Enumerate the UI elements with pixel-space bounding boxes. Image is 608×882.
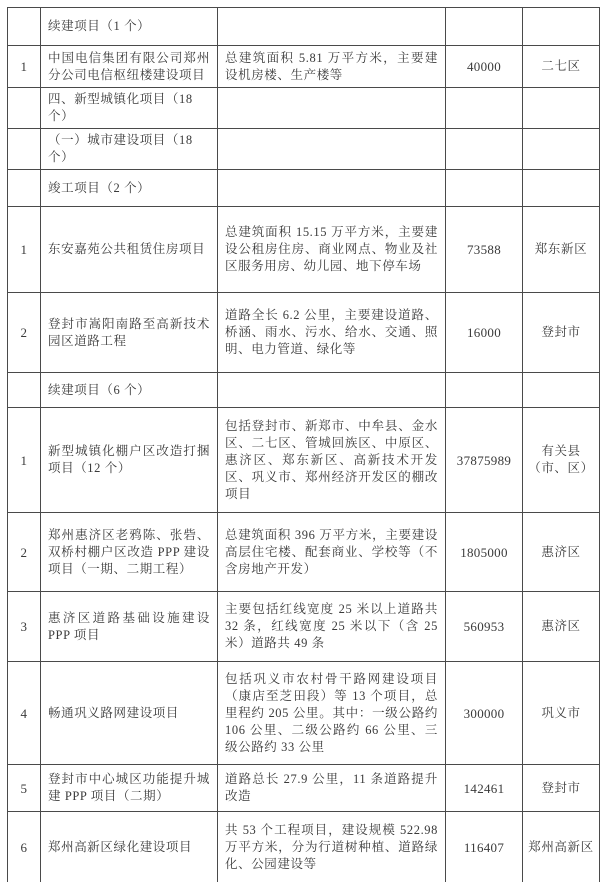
location-cell: 郑州高新区: [523, 812, 600, 882]
row-number-cell: 1: [8, 46, 41, 88]
location-cell: 有关县（市、区）: [523, 408, 600, 513]
location-cell: 登封市: [523, 765, 600, 812]
section-label-cell: （一）城市建设项目（18 个）: [41, 129, 218, 170]
project-desc-cell: 总建筑面积 5.81 万平方米，主要建设机房楼、生产楼等: [218, 46, 446, 88]
table-row: [8, 46, 600, 88]
project-name-cell: 中国电信集团有限公司郑州分公司电信枢纽楼建设项目: [41, 46, 218, 88]
section-label-cell: 续建项目（1 个）: [41, 8, 218, 46]
location-cell: 惠济区: [523, 592, 600, 662]
project-desc-cell: [218, 373, 446, 408]
amount-cell: 300000: [446, 662, 523, 765]
amount-cell: [446, 8, 523, 46]
project-desc-cell: 总建筑面积 396 万平方米，主要建设高层住宅楼、配套商业、学校等（不含房地产开发）: [218, 513, 446, 592]
location-cell: [523, 8, 600, 46]
amount-cell: 116407: [446, 812, 523, 882]
row-number-cell: [8, 373, 41, 408]
table-row: [8, 513, 600, 592]
project-desc-cell: 共 53 个工程项目，建设规模 522.98 万平方米，分为行道树种植、道路绿化、公园建设等: [218, 812, 446, 882]
amount-cell: 1805000: [446, 513, 523, 592]
project-name-cell: 惠济区道路基础设施建设 PPP 项目: [41, 592, 218, 662]
location-cell: 二七区: [523, 46, 600, 88]
project-desc-cell: [218, 170, 446, 207]
row-number-cell: 1: [8, 207, 41, 293]
location-cell: [523, 129, 600, 170]
project-desc-cell: 包括登封市、新郑市、中牟县、金水区、二七区、管城回族区、中原区、惠济区、郑东新区、高新技术开发区、巩义市、郑州经济开发区的棚改项目: [218, 408, 446, 513]
amount-cell: 560953: [446, 592, 523, 662]
amount-cell: [446, 170, 523, 207]
row-number-cell: [8, 8, 41, 46]
amount-cell: 142461: [446, 765, 523, 812]
project-name-cell: 郑州高新区绿化建设项目: [41, 812, 218, 882]
row-number-cell: [8, 129, 41, 170]
project-desc-cell: 道路总长 27.9 公里，11 条道路提升改造: [218, 765, 446, 812]
row-number-cell: 4: [8, 662, 41, 765]
table-row: [8, 170, 600, 207]
table-row: [8, 408, 600, 513]
amount-cell: 16000: [446, 293, 523, 373]
table-row: [8, 88, 600, 129]
projects-table: [7, 7, 600, 882]
section-label-cell: 四、新型城镇化项目（18 个）: [41, 88, 218, 129]
table-row: [8, 8, 600, 46]
row-number-cell: 3: [8, 592, 41, 662]
location-cell: 郑东新区: [523, 207, 600, 293]
project-desc-cell: [218, 8, 446, 46]
project-desc-cell: 总建筑面积 15.15 万平方米，主要建设公租房住房、商业网点、物业及社区服务用房、幼儿园、地下停车场: [218, 207, 446, 293]
row-number-cell: 5: [8, 765, 41, 812]
location-cell: 登封市: [523, 293, 600, 373]
table-row: [8, 662, 600, 765]
amount-cell: 37875989: [446, 408, 523, 513]
project-desc-cell: 主要包括红线宽度 25 米以上道路共 32 条，红线宽度 25 米以下（含 25 米）道路共 49 条: [218, 592, 446, 662]
location-cell: [523, 373, 600, 408]
location-cell: [523, 88, 600, 129]
project-name-cell: 郑州惠济区老鸦陈、张砦、双桥村棚户区改造 PPP 建设项目（一期、二期工程）: [41, 513, 218, 592]
location-cell: 巩义市: [523, 662, 600, 765]
row-number-cell: 2: [8, 513, 41, 592]
project-name-cell: 登封市嵩阳南路至高新技术园区道路工程: [41, 293, 218, 373]
project-name-cell: 东安嘉苑公共租赁住房项目: [41, 207, 218, 293]
amount-cell: [446, 88, 523, 129]
table-row: [8, 129, 600, 170]
table-row: [8, 812, 600, 882]
project-desc-cell: 包括巩义市农村骨干路网建设项目（康店至芝田段）等 13 个项目，总里程约 205 公里。其中：一级公路约 106 公里、二级公路约 66 公里、三级公路约 33 公里: [218, 662, 446, 765]
row-number-cell: 1: [8, 408, 41, 513]
table-row: [8, 765, 600, 812]
project-desc-cell: 道路全长 6.2 公里，主要建设道路、桥涵、雨水、污水、给水、交通、照明、电力管道、绿化等: [218, 293, 446, 373]
table-row: [8, 373, 600, 408]
project-name-cell: 新型城镇化棚户区改造打捆项目（12 个）: [41, 408, 218, 513]
row-number-cell: 6: [8, 812, 41, 882]
amount-cell: 40000: [446, 46, 523, 88]
table-row: [8, 293, 600, 373]
location-cell: [523, 170, 600, 207]
project-name-cell: 畅通巩义路网建设项目: [41, 662, 218, 765]
section-label-cell: 续建项目（6 个）: [41, 373, 218, 408]
location-cell: 惠济区: [523, 513, 600, 592]
row-number-cell: 2: [8, 293, 41, 373]
section-label-cell: 竣工项目（2 个）: [41, 170, 218, 207]
amount-cell: 73588: [446, 207, 523, 293]
amount-cell: [446, 373, 523, 408]
table-row: [8, 592, 600, 662]
amount-cell: [446, 129, 523, 170]
project-desc-cell: [218, 129, 446, 170]
table-row: [8, 207, 600, 293]
row-number-cell: [8, 170, 41, 207]
project-name-cell: 登封市中心城区功能提升城建 PPP 项目（二期）: [41, 765, 218, 812]
project-desc-cell: [218, 88, 446, 129]
row-number-cell: [8, 88, 41, 129]
